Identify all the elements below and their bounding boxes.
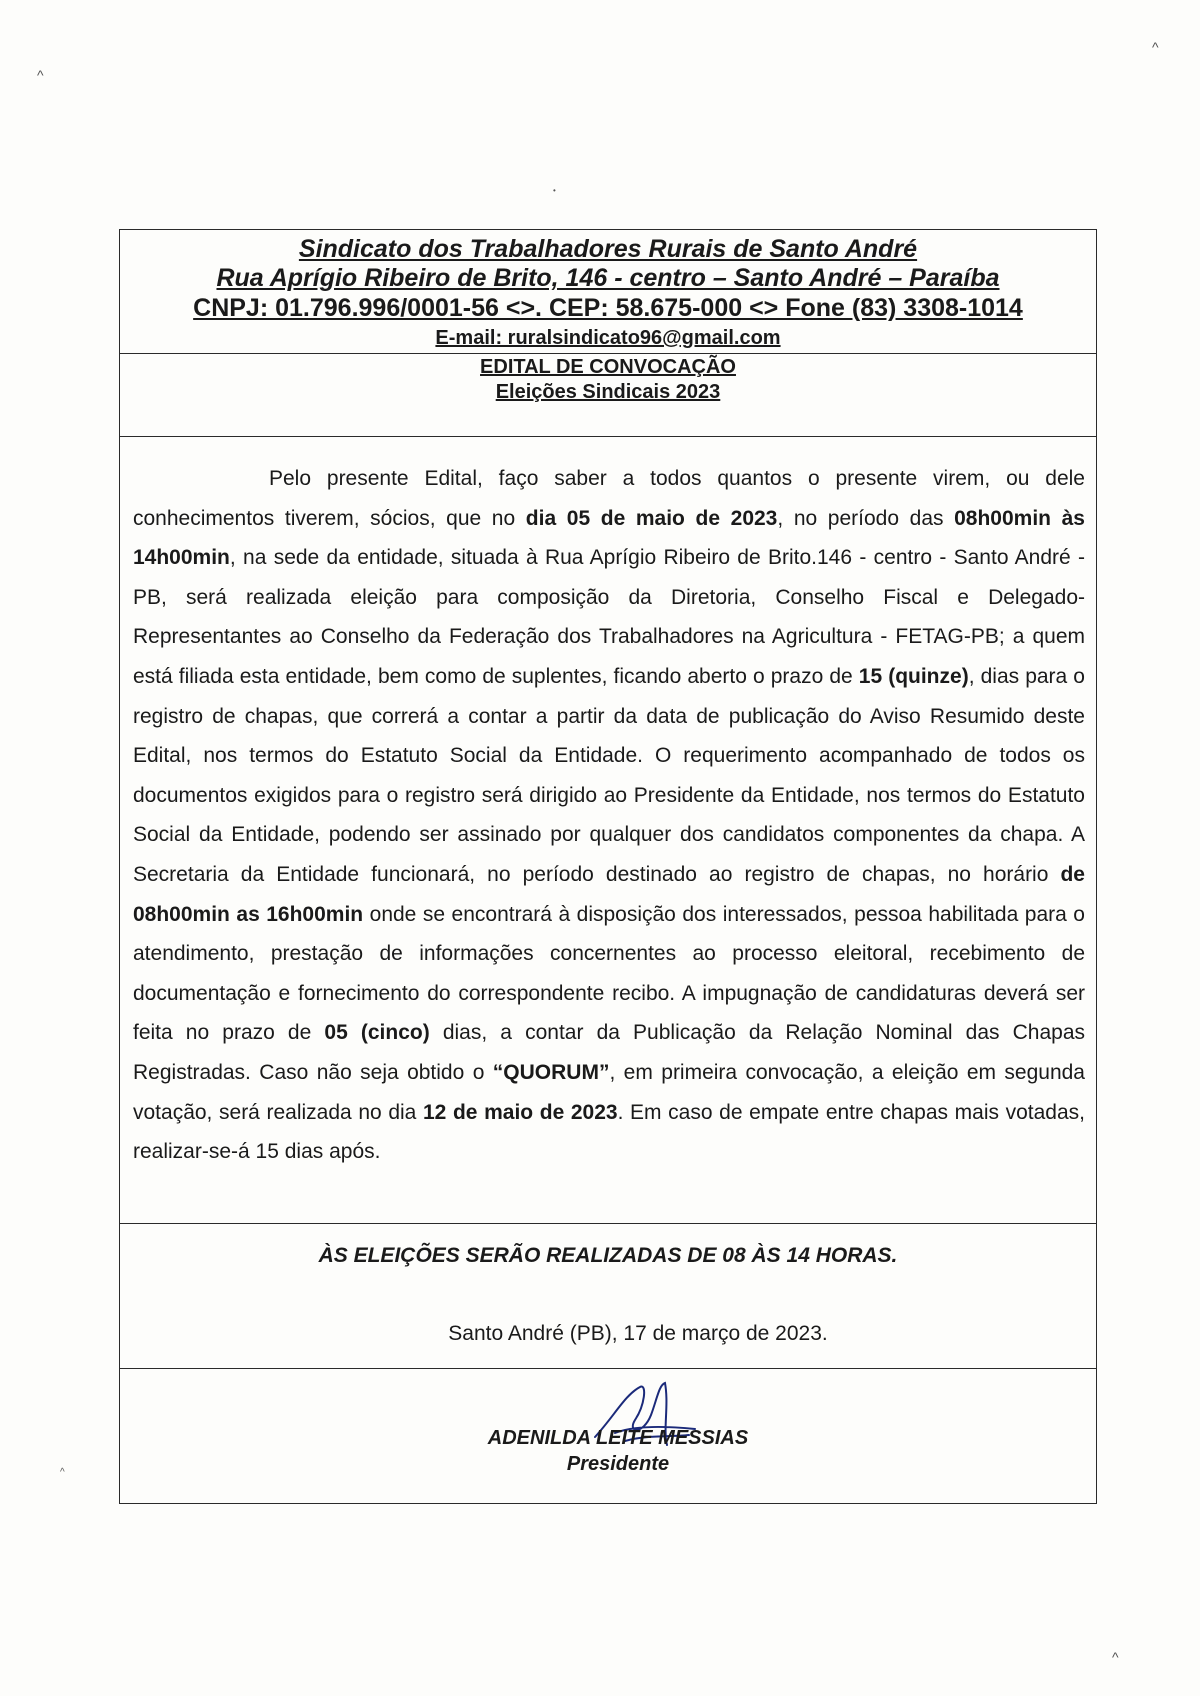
body-text: , na sede da entidade, situada à Rua Aprígio Ribeiro de Brito.146 - centro - Santo André - PB, será realizada eleição para composição da Diretoria, Conselho Fiscal e Delegado-Representantes ao Conselho da Federação dos Trabalhadores na Agricultura - FETAG-PB; a quem está filiada esta entidade, bem como de suplentes, ficando aberto o prazo de bbox=[133, 546, 1085, 688]
document-subtitle: Eleições Sindicais 2023 bbox=[495, 381, 721, 403]
scan-speck: ^ bbox=[1112, 1649, 1119, 1665]
signer-role: Presidente bbox=[566, 1453, 670, 1475]
registration-line: CNPJ: 01.796.996/0001-56 <>. CEP: 58.675-000 <> Fone (83) 3308-1014 bbox=[193, 294, 1023, 322]
email-line: E-mail: ruralsindicato96@gmail.com bbox=[435, 327, 781, 349]
organization-name: Sindicato dos Trabalhadores Rurais de Santo André bbox=[298, 235, 918, 263]
document-header bbox=[120, 230, 1096, 437]
body-emphasis: 05 (cinco) bbox=[324, 1021, 430, 1045]
body-paragraph bbox=[133, 459, 1085, 1172]
document-title: EDITAL DE CONVOCAÇÃO bbox=[480, 356, 736, 378]
body-text: onde se encontrará à disposição dos interessados, pessoa habilitada para o atendimento, prestação de informações concernentes ao processo eleitoral, recebimento de documentação e fornecimento do correspondente recibo. A impugnação de candidaturas deverá ser feita no prazo de bbox=[133, 902, 1085, 1045]
scan-speck: ^ bbox=[1152, 39, 1159, 55]
signer-name: ADENILDA LEITE MESSIAS bbox=[487, 1427, 749, 1449]
body-emphasis: dia 05 de maio de 2023 bbox=[525, 506, 778, 530]
body-text: Pelo presente Edital, faço saber a todos quantos o presente virem, ou dele conhecimentos tiverem, sócios, que no bbox=[133, 467, 1085, 530]
organization-address: Rua Aprígio Ribeiro de Brito, 146 - centro – Santo André – Paraíba bbox=[216, 264, 1000, 292]
edital-document bbox=[119, 229, 1097, 1504]
body-section bbox=[120, 437, 1096, 1224]
body-emphasis: 08h00min às 14h00min bbox=[133, 506, 1085, 570]
scan-speck: ^ bbox=[37, 67, 44, 83]
body-text: , no período das bbox=[777, 506, 955, 530]
scan-speck: • bbox=[553, 186, 556, 195]
header-divider bbox=[120, 353, 1096, 354]
body-text: , dias para o registro de chapas, que correrá a contar a partir da data de publicação do Aviso Resumido deste Edital, nos termos do Estatuto Social da Entidade. O requerimento acompanhado de todos os documentos exigidos para o registro será dirigido ao Presidente da Entidade, nos termos do Estatuto Social da Entidade, podendo ser assinado por qualquer dos candidatos componentes da chapa. A Secretaria da Entidade funcionará, no período destinado ao registro de chapas, no horário bbox=[133, 664, 1085, 886]
body-emphasis: de 08h00min as 16h00min bbox=[133, 862, 1085, 926]
body-emphasis: “QUORUM” bbox=[492, 1060, 610, 1084]
body-text: dias, a contar da Publicação da Relação Nominal das Chapas Registradas. Caso não seja obtido o bbox=[133, 1021, 1086, 1084]
body-text: , em primeira convocação, a eleição em segunda votação, será realizada no dia bbox=[133, 1060, 1085, 1124]
body-text: . Em caso de empate entre chapas mais votadas, realizar-se-á 15 dias após. bbox=[133, 1100, 1086, 1164]
signature-section bbox=[120, 1369, 1096, 1503]
place-and-date: Santo André (PB), 17 de março de 2023. bbox=[448, 1322, 828, 1345]
body-emphasis: 12 de maio de 2023 bbox=[422, 1100, 618, 1124]
body-emphasis: 15 (quinze) bbox=[858, 664, 969, 688]
scan-speck: ^ bbox=[60, 1467, 65, 1478]
election-hours-notice: ÀS ELEIÇÕES SERÃO REALIZADAS DE 08 ÀS 14 HORAS. bbox=[318, 1244, 898, 1267]
notice-section bbox=[120, 1224, 1096, 1369]
